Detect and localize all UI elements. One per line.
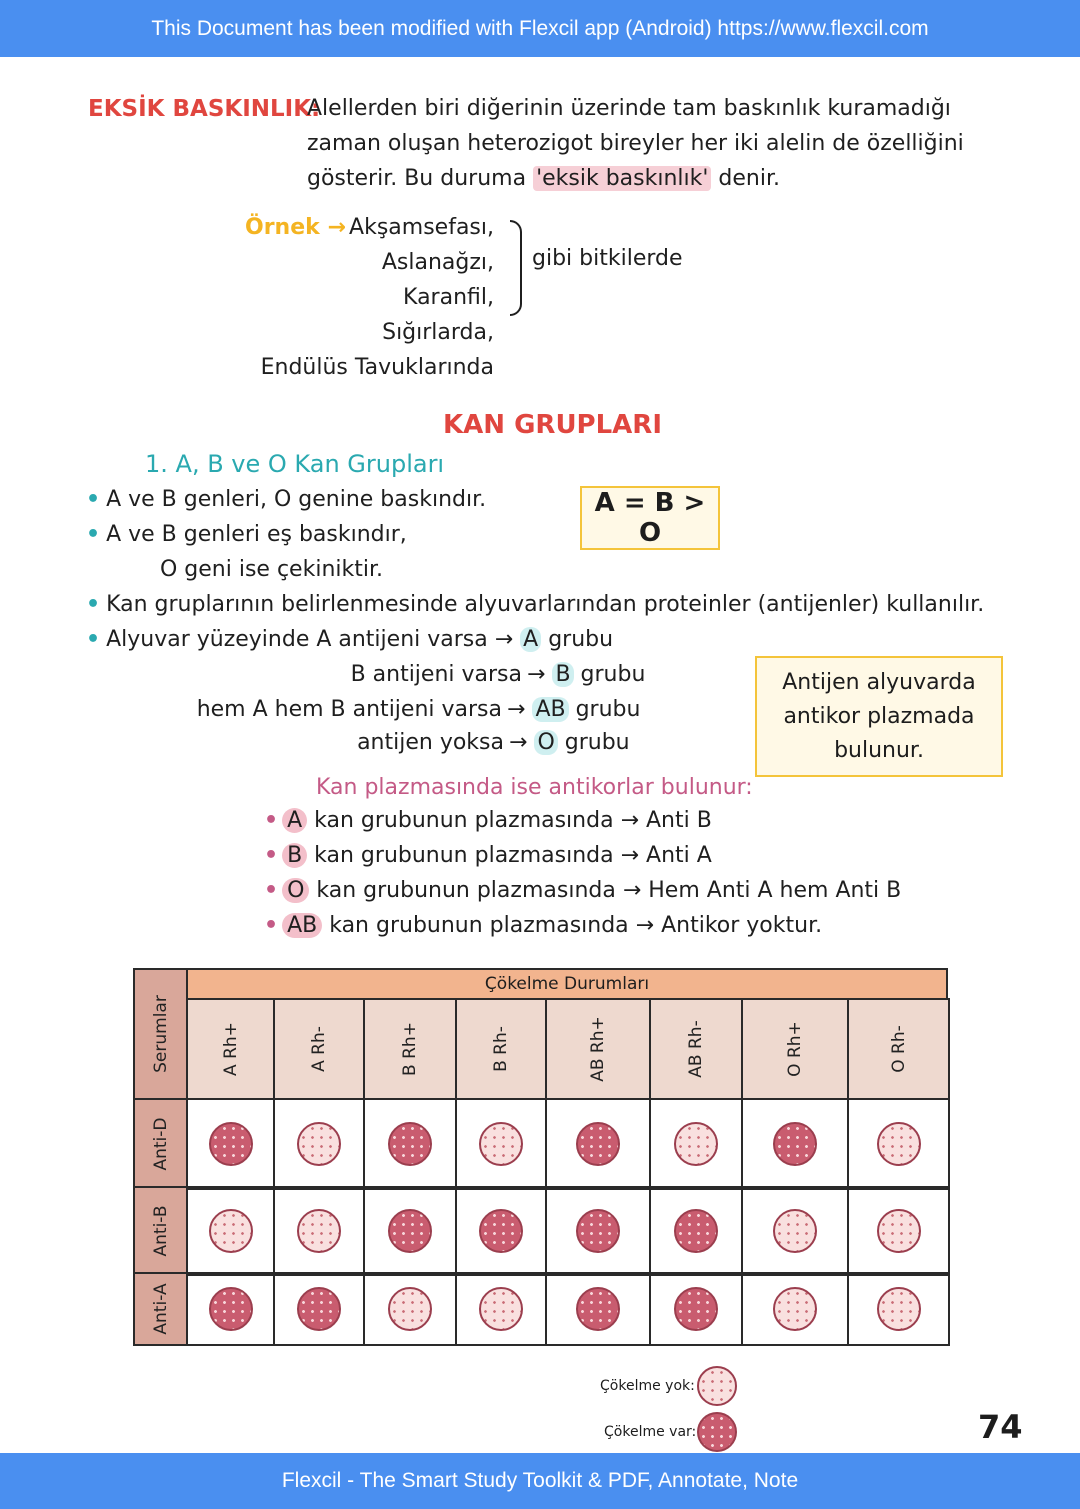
brace-icon bbox=[510, 220, 522, 316]
eksik-title: EKSİK BASKINLIK: bbox=[88, 96, 321, 122]
antigen-row-o-result: → O grubu bbox=[509, 730, 630, 755]
dominance-box: A = B > O bbox=[580, 486, 720, 550]
group-a: A bbox=[520, 627, 541, 652]
eksik-line1: Alellerden biri diğerinin üzerinde tam baskınlık kuramadığı bbox=[307, 96, 951, 121]
plasma-row-o: • O kan grubunun plazmasında → Hem Anti A hem Anti B bbox=[264, 878, 902, 903]
table-cell bbox=[363, 1272, 457, 1346]
example-3: Karanfil, bbox=[403, 285, 494, 310]
bullet-2b: O geni ise çekiniktir. bbox=[160, 557, 383, 582]
precipitation-icon bbox=[674, 1287, 718, 1331]
table-cell bbox=[741, 1186, 849, 1276]
antigen-row-b-result: → B grubu bbox=[527, 662, 646, 687]
table-cell bbox=[649, 1272, 743, 1346]
legend-yes-label: Çökelme var: bbox=[604, 1424, 697, 1440]
precipitation-icon bbox=[773, 1122, 817, 1166]
no-precipitation-icon bbox=[697, 1366, 737, 1406]
serum-row-label: Anti-D bbox=[133, 1098, 188, 1190]
precipitation-icon bbox=[388, 1209, 432, 1253]
plasma-row-a: • A kan grubunun plazmasında → Anti B bbox=[264, 808, 712, 833]
table-cell bbox=[273, 1272, 365, 1346]
table-cell bbox=[455, 1272, 547, 1346]
no-precipitation-icon bbox=[773, 1287, 817, 1331]
column-header: B Rh- bbox=[455, 998, 547, 1100]
table-cell bbox=[363, 1186, 457, 1276]
antigen-row-o: antijen yoksa bbox=[357, 730, 504, 755]
precipitation-icon bbox=[209, 1122, 253, 1166]
no-precipitation-icon bbox=[209, 1209, 253, 1253]
no-precipitation-icon bbox=[674, 1122, 718, 1166]
table-cell bbox=[847, 1272, 950, 1346]
column-header: AB Rh- bbox=[649, 998, 743, 1100]
column-header: O Rh- bbox=[847, 998, 950, 1100]
plasma-title: Kan plazmasında ise antikorlar bulunur: bbox=[316, 775, 753, 800]
table-cell bbox=[273, 1186, 365, 1276]
table-cell bbox=[186, 1186, 275, 1276]
example-label: Örnek → bbox=[245, 215, 346, 240]
column-header: AB Rh+ bbox=[545, 998, 651, 1100]
precipitation-icon bbox=[576, 1287, 620, 1331]
plasma-row-ab: • AB kan grubunun plazmasında → Antikor yoktur. bbox=[264, 913, 823, 938]
table-cell bbox=[545, 1272, 651, 1346]
brace-text: gibi bitkilerde bbox=[532, 246, 683, 271]
note-line-1: Antijen alyuvarda bbox=[782, 669, 976, 695]
column-header: A Rh- bbox=[273, 998, 365, 1100]
example-4: Sığırlarda, bbox=[382, 320, 494, 345]
table-cell bbox=[273, 1098, 365, 1190]
note-box bbox=[755, 656, 1003, 777]
agglutination-table bbox=[133, 968, 948, 1344]
table-cell bbox=[363, 1098, 457, 1190]
table-cell bbox=[186, 1272, 275, 1346]
no-precipitation-icon bbox=[877, 1209, 921, 1253]
precipitation-icon bbox=[479, 1209, 523, 1253]
no-precipitation-icon bbox=[388, 1287, 432, 1331]
precipitation-icon bbox=[388, 1122, 432, 1166]
kan-subtitle: 1. A, B ve O Kan Grupları bbox=[145, 450, 445, 478]
top-banner-text: This Document has been modified with Flexcil app (Android) https://www.flexcil.com bbox=[151, 16, 929, 40]
eksik-line2: zaman oluşan heterozigot bireyler her iki alelin de özelliğini bbox=[307, 131, 964, 156]
plasma-row-b: • B kan grubunun plazmasında → Anti A bbox=[264, 843, 712, 868]
serum-row-label: Anti-B bbox=[133, 1186, 188, 1276]
top-banner bbox=[0, 0, 1080, 57]
no-precipitation-icon bbox=[297, 1209, 341, 1253]
eksik-line3: gösterir. Bu duruma 'eksik baskınlık' denir. bbox=[307, 166, 780, 191]
bottom-banner-text: Flexcil - The Smart Study Toolkit & PDF, Annotate, Note bbox=[281, 1469, 799, 1492]
bullet-2: • A ve B genleri eş baskındır, bbox=[86, 522, 407, 547]
column-header: O Rh+ bbox=[741, 998, 849, 1100]
example-5: Endülüs Tavuklarında bbox=[260, 355, 494, 380]
table-cell bbox=[847, 1098, 950, 1190]
bullet-4: • Alyuvar yüzeyinde A antijeni varsa → A grubu bbox=[86, 627, 614, 652]
precipitation-icon bbox=[209, 1287, 253, 1331]
no-precipitation-icon bbox=[479, 1287, 523, 1331]
no-precipitation-icon bbox=[877, 1122, 921, 1166]
table-cell bbox=[741, 1098, 849, 1190]
bullet-1: • A ve B genleri, O genine baskındır. bbox=[86, 487, 487, 512]
kan-title: KAN GRUPLARI bbox=[443, 410, 662, 440]
table-cell bbox=[649, 1098, 743, 1190]
table-cell bbox=[455, 1098, 547, 1190]
no-precipitation-icon bbox=[773, 1209, 817, 1253]
table-cell bbox=[649, 1186, 743, 1276]
bottom-banner bbox=[0, 1453, 1080, 1509]
eksik-highlight: 'eksik baskınlık' bbox=[533, 166, 711, 191]
note-line-2: antikor plazmada bbox=[783, 703, 975, 729]
precipitation-icon bbox=[297, 1287, 341, 1331]
antigen-row-ab-result: → AB grubu bbox=[507, 697, 641, 722]
precipitation-icon bbox=[576, 1122, 620, 1166]
column-header: B Rh+ bbox=[363, 998, 457, 1100]
table-cell bbox=[545, 1098, 651, 1190]
no-precipitation-icon bbox=[877, 1287, 921, 1331]
table-cell bbox=[847, 1186, 950, 1276]
arrow-icon: → bbox=[327, 215, 346, 240]
page-number: 74 bbox=[978, 1408, 1023, 1446]
no-precipitation-icon bbox=[479, 1122, 523, 1166]
serum-row-label: Anti-A bbox=[133, 1272, 188, 1346]
table-cell bbox=[741, 1272, 849, 1346]
precipitation-icon bbox=[674, 1209, 718, 1253]
antigen-row-b: B antijeni varsa bbox=[350, 662, 522, 687]
table-cell bbox=[455, 1186, 547, 1276]
column-header: A Rh+ bbox=[186, 998, 275, 1100]
serum-header: Serumlar bbox=[133, 968, 188, 1100]
precipitation-icon bbox=[576, 1209, 620, 1253]
table-header: Çökelme Durumları bbox=[186, 968, 948, 1000]
example-1: Akşamsefası, bbox=[349, 215, 494, 240]
table-cell bbox=[545, 1186, 651, 1276]
antigen-row-ab: hem A hem B antijeni varsa bbox=[196, 697, 502, 722]
no-precipitation-icon bbox=[297, 1122, 341, 1166]
example-2: Aslanağzı, bbox=[381, 250, 494, 275]
bullet-3: • Kan gruplarının belirlenmesinde alyuvarlarından proteinler (antijenler) kullanılır. bbox=[86, 592, 985, 617]
table-cell bbox=[186, 1098, 275, 1190]
legend-none-label: Çökelme yok: bbox=[600, 1378, 695, 1394]
precipitation-icon bbox=[697, 1412, 737, 1452]
note-line-3: bulunur. bbox=[834, 737, 924, 763]
